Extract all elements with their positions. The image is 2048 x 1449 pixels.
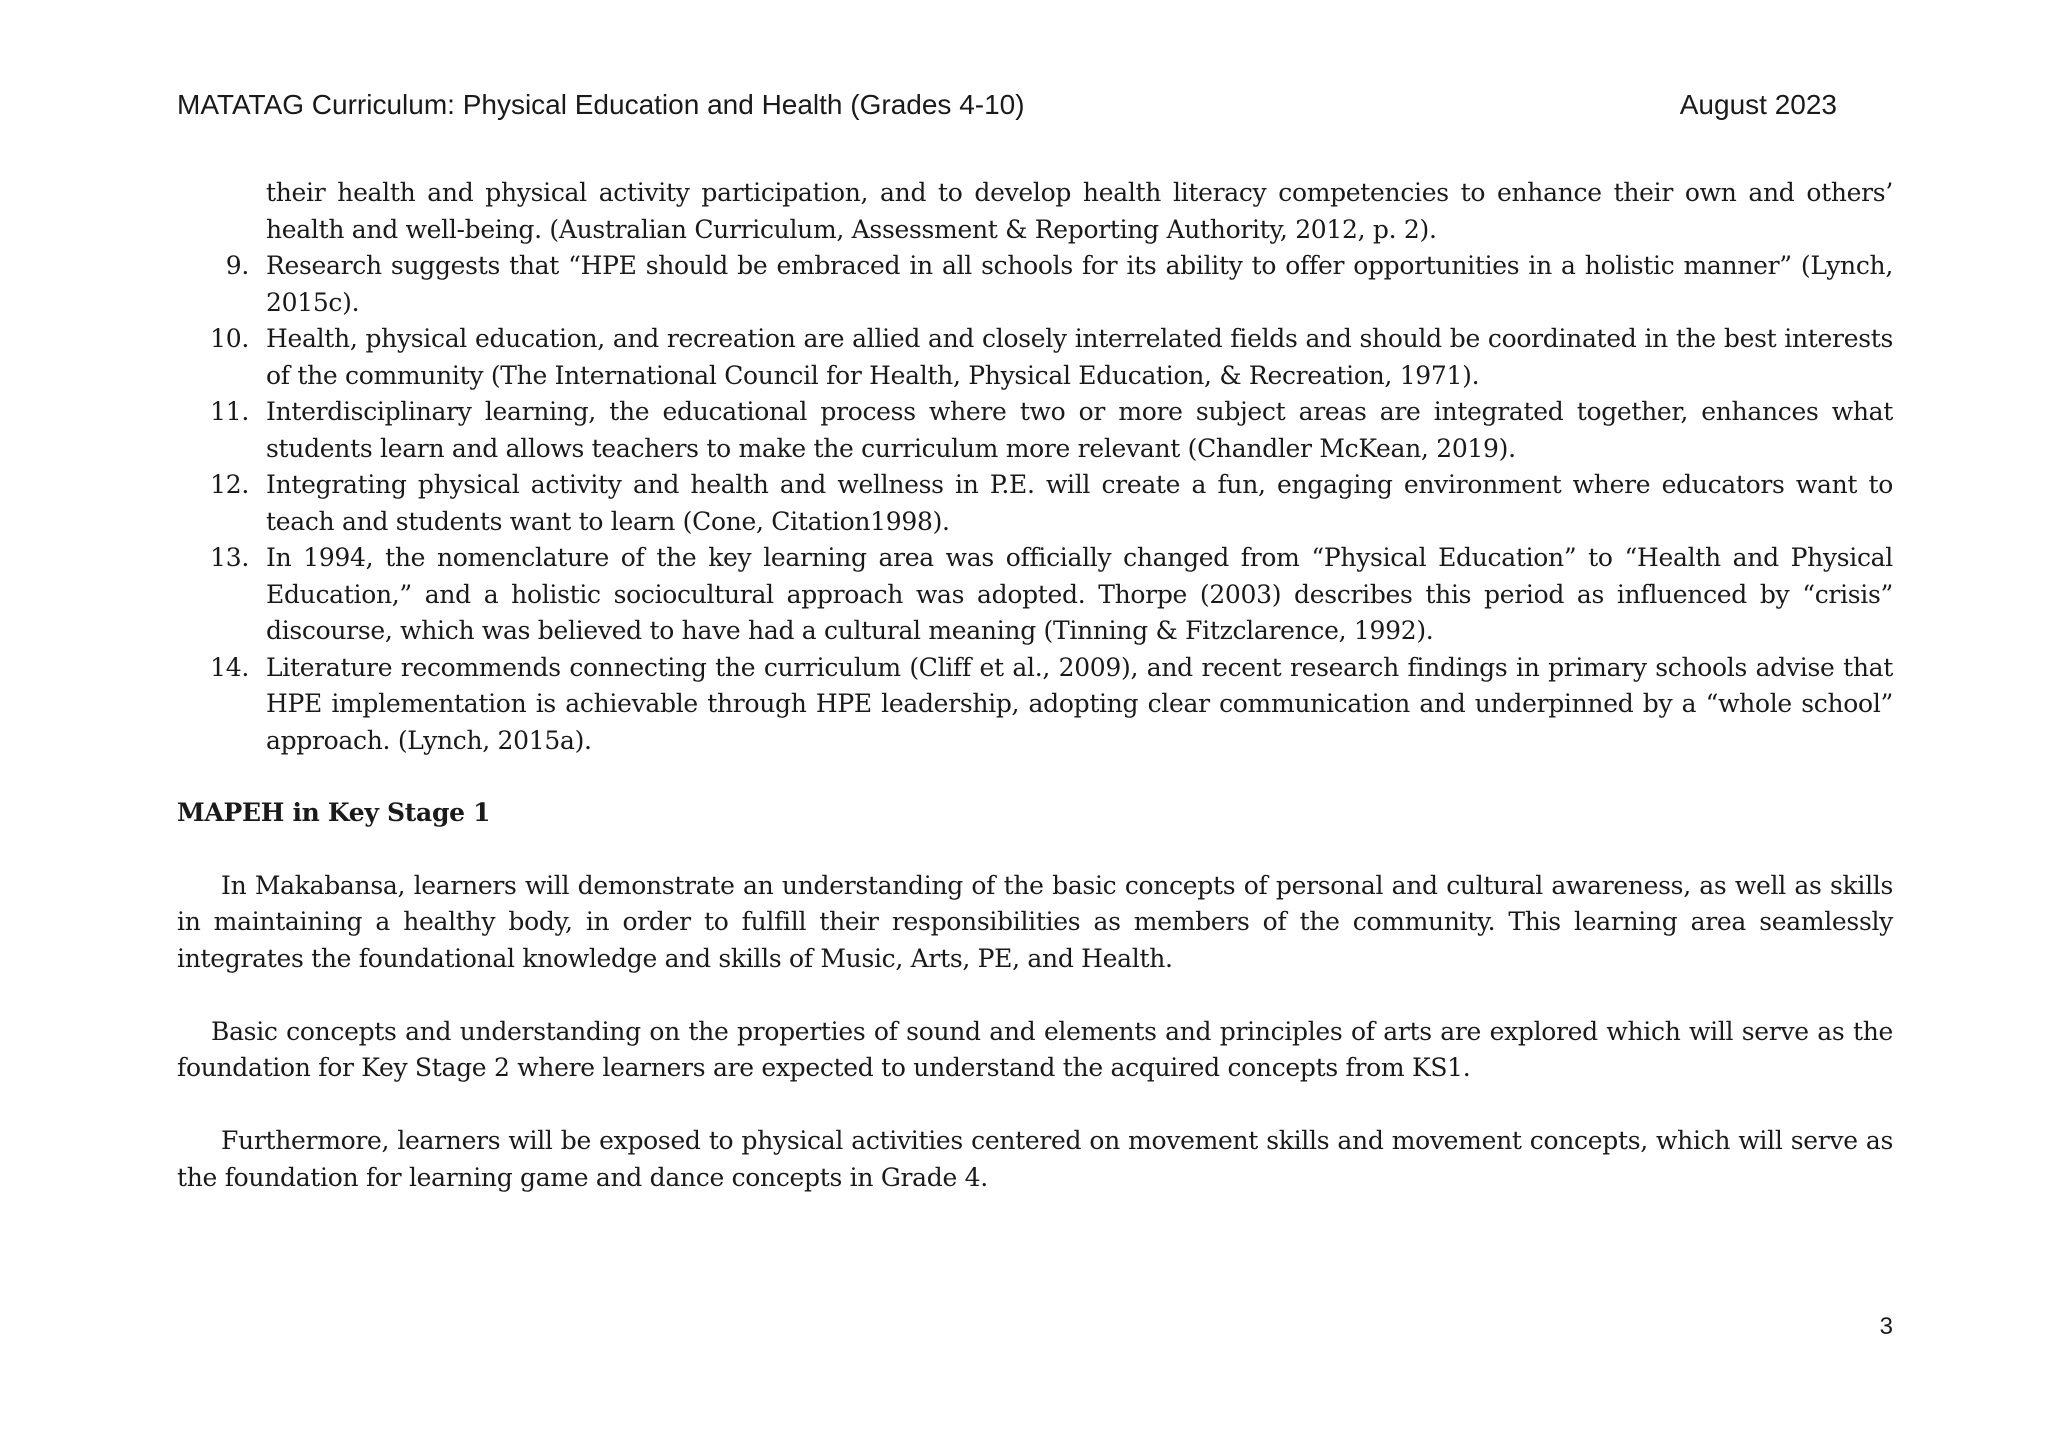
body-paragraph: In Makabansa, learners will demonstrate an understanding of the basic concepts of personal and cultural awareness, as well as skills in maintaining a healthy body, in order to fulfill their responsibilities as members of the community. This learning area seamlessly integrates the foundational knowledge and skills of Music, Arts, PE, and Health.	[177, 870, 1893, 973]
page-number: 3	[1879, 1313, 1893, 1340]
list-item	[177, 467, 1893, 540]
continued-list-text: their health and physical activity participation, and to develop health literacy competencies to enhance their own and others’ health and well-being. (Australian Curriculum, Assessment & Reporting Authority, 2012, p. 2).	[266, 178, 1893, 244]
list-item-number: 13.	[210, 543, 249, 572]
list-item-text: Literature recommends connecting the curriculum (Cliff et al., 2009), and recent research findings in primary schools advise that HPE implementation is achievable through HPE leadership, adopting clear communication and underpinned by a “whole school” approach. (Lynch, 2015a).	[266, 652, 1893, 755]
list-item	[177, 540, 1893, 650]
page-header	[177, 88, 1837, 122]
list-item-text: Research suggests that “HPE should be embraced in all schools for its ability to offer opportunities in a holistic manner” (Lynch, 2015c).	[266, 251, 1893, 317]
numbered-list	[177, 248, 1893, 759]
list-item	[177, 650, 1893, 760]
document-title: MATATAG Curriculum: Physical Education and Health (Grades 4-10)	[177, 89, 1025, 120]
list-item	[177, 394, 1893, 467]
list-item-number: 10.	[210, 324, 249, 353]
document-body	[177, 175, 1893, 1233]
list-item-number: 11.	[210, 397, 249, 426]
list-item	[177, 248, 1893, 321]
body-paragraph: Basic concepts and understanding on the properties of sound and elements and principles of arts are explored which will serve as the foundation for Key Stage 2 where learners are expected to understand the acquired concepts from KS1.	[177, 1016, 1893, 1082]
list-item-text: Integrating physical activity and health and wellness in P.E. will create a fun, engaging environment where educators want to teach and students want to learn (Cone, Citation1998).	[266, 470, 1893, 536]
list-item-number: 14.	[210, 652, 249, 682]
list-item	[177, 321, 1893, 394]
body-paragraph: Furthermore, learners will be exposed to physical activities centered on movement skills and movement concepts, which will serve as the foundation for learning game and dance concepts in Grade 4.	[177, 1126, 1893, 1192]
list-item-number: 9.	[225, 251, 249, 280]
document-date: August 2023	[1679, 89, 1837, 120]
list-item-text: Interdisciplinary learning, the educational process where two or more subject areas are integrated together, enhances what students learn and allows teachers to make the curriculum more relevant (Chandler McKean, 2019).	[266, 397, 1893, 463]
list-item-number: 12.	[210, 470, 249, 499]
list-item-text: Health, physical education, and recreation are allied and closely interrelated fields and should be coordinated in the best interests of the community (The International Council for Health, Physical Education, & Recreation, 1971).	[266, 324, 1893, 390]
section-heading: MAPEH in Key Stage 1	[177, 798, 491, 827]
list-item-text: In 1994, the nomenclature of the key learning area was officially changed from “Physical Education” to “Health and Physical Education,” and a holistic sociocultural approach was adopted. Thorpe (2003) describes this period as influenced by “crisis” discourse, which was believed to have had a cultural meaning (Tinning & Fitzclarence, 1992).	[266, 543, 1893, 645]
